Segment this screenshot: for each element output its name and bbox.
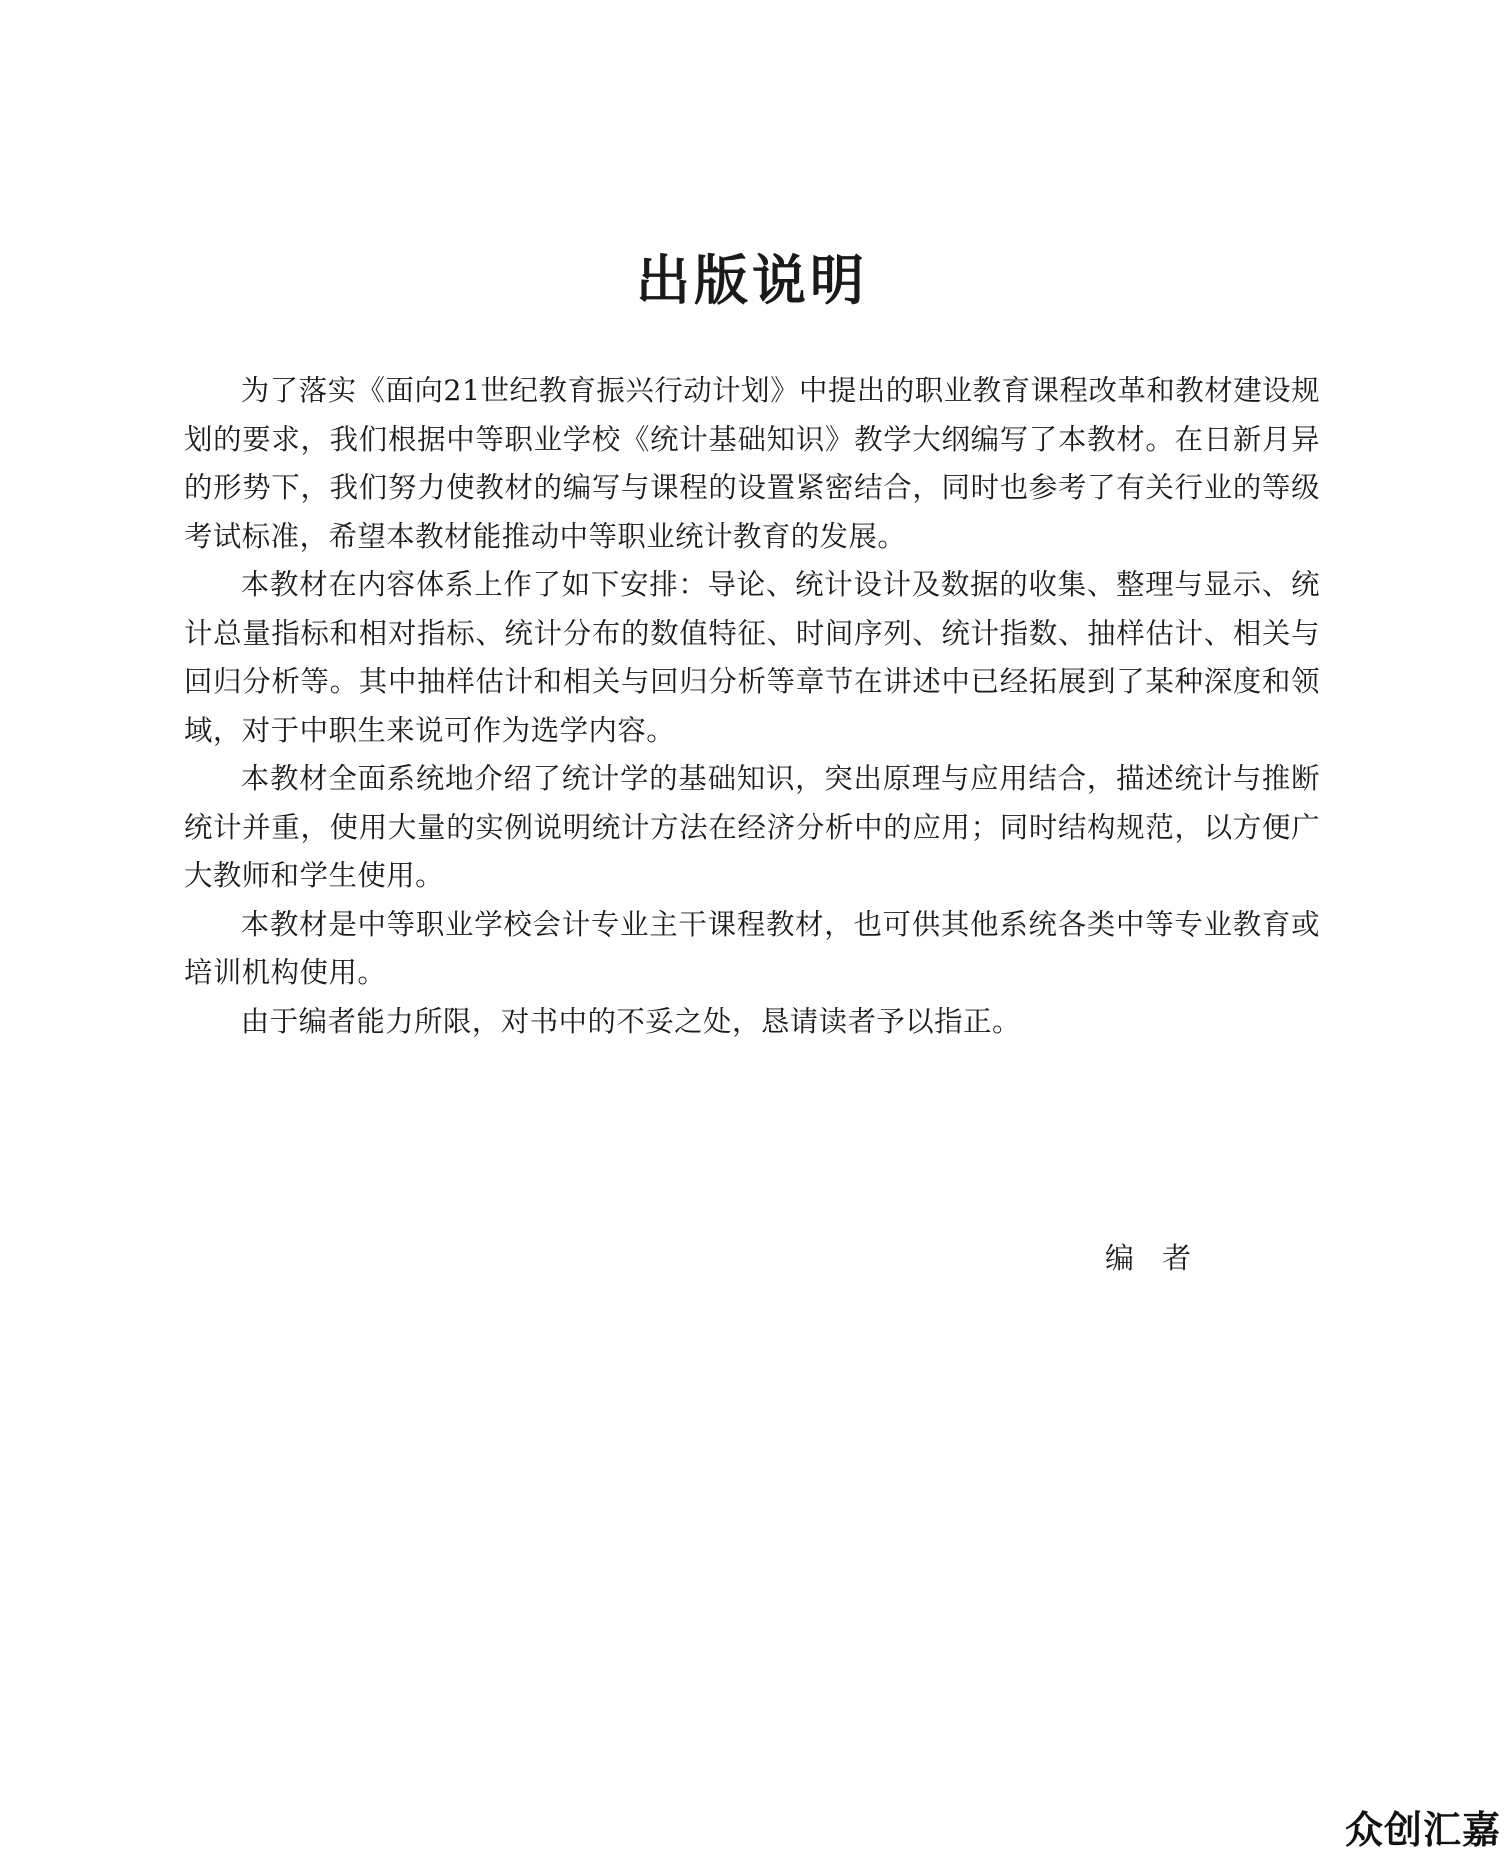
author-signature: 编者 xyxy=(1105,1241,1220,1275)
paragraph-2: 本教材在内容体系上作了如下安排：导论、统计设计及数据的收集、整理与显示、统计总量指标和相对指标、统计分布的数值特征、时间序列、统计指数、抽样估计、相关与回归分析等。其中抽样估计和相关与回归分析等章节在讲述中已经拓展到了某种深度和领域，对于中职生来说可作为选学内容。 xyxy=(184,568,1320,747)
paragraph-1: 为了落实《面向21世纪教育振兴行动计划》中提出的职业教育课程改革和教材建设规划的要求，我们根据中等职业学校《统计基础知识》教学大纲编写了本教材。在日新月异的形势下，我们努力使教材的编写与课程的设置紧密结合，同时也参考了有关行业的等级考试标准，希望本教材能推动中等职业统计教育的发展。 xyxy=(184,374,1320,553)
paragraph-4: 本教材是中等职业学校会计专业主干课程教材，也可供其他系统各类中等专业教育或培训机构使用。 xyxy=(184,907,1320,989)
page-title: 出版说明 xyxy=(636,248,868,312)
paragraph-3: 本教材全面系统地介绍了统计学的基础知识，突出原理与应用结合，描述统计与推断统计并重，使用大量的实例说明统计方法在经济分析中的应用；同时结构规范，以方便广大教师和学生使用。 xyxy=(184,762,1320,892)
watermark-logo: 众创汇嘉 xyxy=(1345,1808,1502,1852)
paragraph-5: 由于编者能力所限，对书中的不妥之处，恳请读者予以指正。 xyxy=(240,1004,1021,1038)
body-text xyxy=(184,367,1320,1046)
